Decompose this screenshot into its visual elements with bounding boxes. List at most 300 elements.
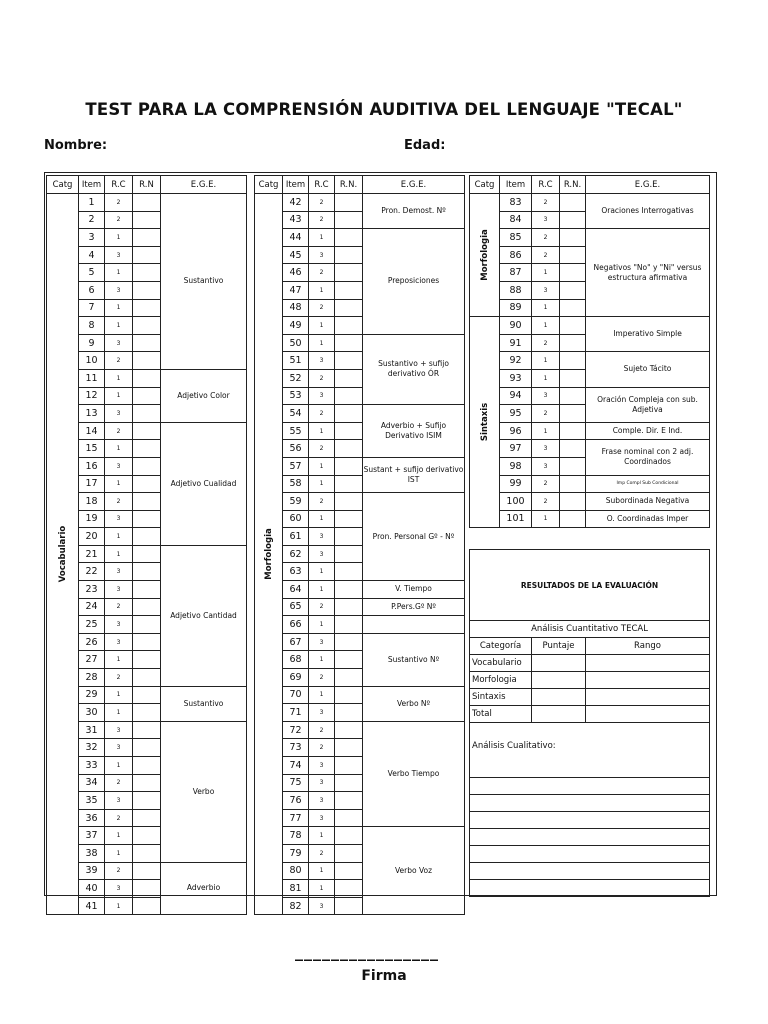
rn-answer-field[interactable] [133, 194, 161, 212]
correct-response: 2 [105, 493, 133, 511]
rn-answer-field[interactable] [133, 510, 161, 528]
item-number: 79 [283, 844, 309, 862]
rn-answer-field[interactable] [133, 528, 161, 546]
rn-answer-field[interactable] [560, 264, 586, 282]
correct-response: 3 [105, 563, 133, 581]
puntaje-field[interactable] [532, 689, 586, 706]
correct-response: 1 [532, 422, 560, 440]
correct-response: 1 [309, 475, 335, 493]
ege-structure: Adverbio [161, 862, 247, 915]
header-rc: R.C [532, 176, 560, 194]
ege-structure: Imperativo Simple [586, 317, 710, 352]
item-number: 92 [500, 352, 532, 370]
correct-response: 1 [309, 510, 335, 528]
correct-response: 2 [309, 493, 335, 511]
rn-answer-field[interactable] [560, 194, 586, 212]
rn-answer-field[interactable] [560, 493, 586, 511]
rn-answer-field[interactable] [560, 422, 586, 440]
item-number: 87 [500, 264, 532, 282]
rn-answer-field[interactable] [560, 475, 586, 493]
correct-response: 2 [532, 493, 560, 511]
header-item: Item [79, 176, 105, 194]
correct-response: 3 [105, 510, 133, 528]
correct-response: 3 [309, 387, 335, 405]
correct-response: 3 [105, 581, 133, 599]
rn-answer-field[interactable] [335, 880, 363, 898]
item-number: 38 [79, 844, 105, 862]
correct-response: 2 [105, 774, 133, 792]
item-number: 45 [283, 246, 309, 264]
correct-response: 1 [532, 299, 560, 317]
rn-answer-field[interactable] [133, 721, 161, 739]
item-number: 85 [500, 229, 532, 247]
items-table-sintaxis [469, 175, 710, 528]
ege-structure: Oración Compleja con sub. Adjetiva [586, 387, 710, 422]
correct-response: 3 [105, 721, 133, 739]
rn-answer-field[interactable] [335, 792, 363, 810]
ege-structure: O. Coordinadas Imper [586, 510, 710, 528]
item-number: 39 [79, 862, 105, 880]
rn-answer-field[interactable] [133, 317, 161, 335]
rn-answer-field[interactable] [335, 686, 363, 704]
header-rc: R.C [309, 176, 335, 194]
correct-response: 1 [309, 334, 335, 352]
qualitative-line[interactable] [470, 778, 710, 795]
item-number: 13 [79, 405, 105, 423]
correct-response: 2 [532, 334, 560, 352]
correct-response: 3 [532, 387, 560, 405]
ege-structure: P.Pers.Gº Nº [363, 598, 465, 616]
rn-answer-field[interactable] [133, 704, 161, 722]
item-row [255, 493, 465, 511]
rn-answer-field[interactable] [133, 352, 161, 370]
rn-answer-field[interactable] [335, 510, 363, 528]
rn-answer-field[interactable] [133, 405, 161, 423]
rn-answer-field[interactable] [335, 897, 363, 915]
rn-answer-field[interactable] [133, 299, 161, 317]
rn-answer-field[interactable] [133, 457, 161, 475]
item-number: 22 [79, 563, 105, 581]
correct-response: 1 [105, 475, 133, 493]
correct-response: 2 [105, 669, 133, 687]
item-number: 2 [79, 211, 105, 229]
correct-response: 1 [309, 686, 335, 704]
item-number: 37 [79, 827, 105, 845]
rn-answer-field[interactable] [133, 493, 161, 511]
ege-structure: V. Tiempo [363, 581, 465, 599]
item-row [470, 493, 710, 511]
correct-response: 3 [532, 211, 560, 229]
header-catg: Catg [470, 176, 500, 194]
item-number: 73 [283, 739, 309, 757]
rn-answer-field[interactable] [133, 246, 161, 264]
correct-response: 1 [532, 352, 560, 370]
item-number: 101 [500, 510, 532, 528]
correct-response: 2 [309, 211, 335, 229]
correct-response: 2 [309, 721, 335, 739]
item-number: 53 [283, 387, 309, 405]
correct-response: 3 [532, 440, 560, 458]
rn-answer-field[interactable] [133, 229, 161, 247]
item-row [255, 827, 465, 845]
item-number: 97 [500, 440, 532, 458]
rn-answer-field[interactable] [335, 334, 363, 352]
rn-answer-field[interactable] [560, 405, 586, 423]
rn-answer-field[interactable] [133, 581, 161, 599]
rn-answer-field[interactable] [133, 669, 161, 687]
qualitative-line[interactable] [470, 863, 710, 880]
header-rn: R.N [133, 176, 161, 194]
rn-answer-field[interactable] [335, 387, 363, 405]
rn-answer-field[interactable] [133, 880, 161, 898]
rn-answer-field[interactable] [133, 739, 161, 757]
rn-answer-field[interactable] [335, 757, 363, 775]
puntaje-field[interactable] [532, 672, 586, 689]
item-row [470, 352, 710, 370]
rn-answer-field[interactable] [133, 475, 161, 493]
qualitative-line[interactable] [470, 812, 710, 829]
results-row-label: Vocabulario [470, 655, 532, 672]
rango-field[interactable] [586, 706, 710, 723]
item-row [255, 721, 465, 739]
nombre-label: Nombre: [44, 138, 108, 153]
correct-response: 1 [309, 862, 335, 880]
item-number: 24 [79, 598, 105, 616]
ege-structure: Preposiciones [363, 229, 465, 335]
qualitative-line[interactable] [470, 829, 710, 846]
rn-answer-field[interactable] [335, 299, 363, 317]
item-number: 4 [79, 246, 105, 264]
item-number: 72 [283, 721, 309, 739]
header-rc: R.C [105, 176, 133, 194]
rn-answer-field[interactable] [335, 651, 363, 669]
ege-structure: Subordinada Negativa [586, 493, 710, 511]
rn-answer-field[interactable] [133, 792, 161, 810]
correct-response: 1 [309, 317, 335, 335]
item-number: 6 [79, 281, 105, 299]
correct-response: 3 [105, 616, 133, 634]
rn-answer-field[interactable] [335, 457, 363, 475]
correct-response: 3 [532, 457, 560, 475]
item-row [470, 317, 710, 335]
item-number: 75 [283, 774, 309, 792]
rn-answer-field[interactable] [133, 387, 161, 405]
rn-answer-field[interactable] [560, 334, 586, 352]
item-number: 54 [283, 405, 309, 423]
item-row [255, 581, 465, 599]
correct-response: 2 [532, 405, 560, 423]
item-number: 11 [79, 369, 105, 387]
correct-response: 1 [309, 581, 335, 599]
rn-answer-field[interactable] [560, 299, 586, 317]
item-row [470, 387, 710, 405]
rn-answer-field[interactable] [133, 809, 161, 827]
rn-answer-field[interactable] [560, 387, 586, 405]
correct-response: 3 [105, 281, 133, 299]
item-number: 40 [79, 880, 105, 898]
rn-answer-field[interactable] [335, 528, 363, 546]
rn-answer-field[interactable] [560, 229, 586, 247]
rn-answer-field[interactable] [335, 422, 363, 440]
item-number: 7 [79, 299, 105, 317]
correct-response: 3 [309, 774, 335, 792]
rango-field[interactable] [586, 689, 710, 706]
rn-answer-field[interactable] [560, 352, 586, 370]
rn-answer-field[interactable] [133, 686, 161, 704]
item-number: 62 [283, 545, 309, 563]
rango-field[interactable] [586, 672, 710, 689]
rn-answer-field[interactable] [335, 281, 363, 299]
rn-answer-field[interactable] [335, 721, 363, 739]
ege-structure: Verbo Voz [363, 827, 465, 915]
item-number: 74 [283, 757, 309, 775]
item-number: 31 [79, 721, 105, 739]
ege-structure: Sustantivo [161, 194, 247, 370]
item-row [470, 510, 710, 528]
rn-answer-field[interactable] [335, 211, 363, 229]
correct-response: 1 [105, 897, 133, 915]
correct-response: 3 [105, 405, 133, 423]
signature-label: Firma [361, 968, 407, 984]
category-cell [47, 194, 79, 915]
rn-answer-field[interactable] [133, 211, 161, 229]
correct-response: 1 [309, 281, 335, 299]
item-row [255, 598, 465, 616]
correct-response: 1 [309, 563, 335, 581]
item-number: 80 [283, 862, 309, 880]
rn-answer-field[interactable] [335, 229, 363, 247]
item-number: 29 [79, 686, 105, 704]
ege-structure: Adjetivo Cualidad [161, 422, 247, 545]
item-number: 5 [79, 264, 105, 282]
item-number: 34 [79, 774, 105, 792]
item-number: 14 [79, 422, 105, 440]
correct-response: 3 [309, 545, 335, 563]
rn-answer-field[interactable] [133, 369, 161, 387]
item-number: 89 [500, 299, 532, 317]
rn-answer-field[interactable] [560, 510, 586, 528]
rn-answer-field[interactable] [133, 844, 161, 862]
item-number: 30 [79, 704, 105, 722]
correct-response: 2 [309, 739, 335, 757]
item-row [470, 422, 710, 440]
item-number: 65 [283, 598, 309, 616]
correct-response: 1 [105, 704, 133, 722]
puntaje-field[interactable] [532, 706, 586, 723]
correct-response: 1 [105, 545, 133, 563]
results-col-rango: Rango [586, 638, 710, 655]
item-number: 20 [79, 528, 105, 546]
item-number: 99 [500, 475, 532, 493]
rn-answer-field[interactable] [335, 809, 363, 827]
rn-answer-field[interactable] [335, 194, 363, 212]
correct-response: 2 [105, 422, 133, 440]
correct-response: 2 [105, 194, 133, 212]
rn-answer-field[interactable] [335, 616, 363, 634]
rn-answer-field[interactable] [133, 422, 161, 440]
ege-structure: Imp Compl Sub Condicional [586, 475, 710, 493]
correct-response: 1 [105, 651, 133, 669]
correct-response: 2 [309, 405, 335, 423]
item-number: 25 [79, 616, 105, 634]
item-number: 71 [283, 704, 309, 722]
correct-response: 3 [309, 809, 335, 827]
rn-answer-field[interactable] [335, 827, 363, 845]
rn-answer-field[interactable] [335, 669, 363, 687]
correct-response: 2 [105, 211, 133, 229]
rn-answer-field[interactable] [335, 352, 363, 370]
correct-response: 1 [532, 510, 560, 528]
correct-response: 3 [105, 246, 133, 264]
category-label: Sintaxis [479, 403, 490, 442]
ege-structure: Sustant + sufijo derivativo IST [363, 457, 465, 492]
correct-response: 2 [105, 862, 133, 880]
correct-response: 1 [309, 651, 335, 669]
rn-answer-field[interactable] [560, 440, 586, 458]
rn-answer-field[interactable] [335, 405, 363, 423]
rn-answer-field[interactable] [335, 545, 363, 563]
item-number: 77 [283, 809, 309, 827]
ege-structure: Sujeto Tácito [586, 352, 710, 387]
correct-response: 1 [532, 369, 560, 387]
item-number: 41 [79, 897, 105, 915]
rn-answer-field[interactable] [133, 563, 161, 581]
item-number: 76 [283, 792, 309, 810]
rn-answer-field[interactable] [335, 264, 363, 282]
rn-answer-field[interactable] [335, 739, 363, 757]
rn-answer-field[interactable] [133, 757, 161, 775]
correct-response: 3 [105, 880, 133, 898]
item-number: 43 [283, 211, 309, 229]
correct-response: 2 [309, 194, 335, 212]
item-row [255, 633, 465, 651]
item-number: 67 [283, 633, 309, 651]
results-row-label: Sintaxis [470, 689, 532, 706]
correct-response: 1 [105, 827, 133, 845]
rn-answer-field[interactable] [560, 211, 586, 229]
rn-answer-field[interactable] [335, 598, 363, 616]
item-number: 15 [79, 440, 105, 458]
edad-label: Edad: [404, 138, 446, 153]
rn-answer-field[interactable] [133, 633, 161, 651]
rn-answer-field[interactable] [335, 633, 363, 651]
rn-answer-field[interactable] [133, 774, 161, 792]
item-number: 21 [79, 545, 105, 563]
rn-answer-field[interactable] [133, 598, 161, 616]
correct-response: 1 [105, 264, 133, 282]
results-col-categoria: Categoría [470, 638, 532, 655]
correct-response: 2 [532, 246, 560, 264]
item-row [470, 194, 710, 212]
rn-answer-field[interactable] [133, 545, 161, 563]
rn-answer-field[interactable] [133, 651, 161, 669]
ege-structure: Pron. Personal Gº - Nº [363, 493, 465, 581]
rango-field[interactable] [586, 655, 710, 672]
puntaje-field[interactable] [532, 655, 586, 672]
correct-response: 3 [105, 739, 133, 757]
rn-answer-field[interactable] [335, 581, 363, 599]
signature-line: ________________ [295, 942, 439, 961]
results-table [469, 549, 710, 897]
rn-answer-field[interactable] [335, 774, 363, 792]
item-number: 84 [500, 211, 532, 229]
rn-answer-field[interactable] [335, 246, 363, 264]
rn-answer-field[interactable] [560, 369, 586, 387]
item-number: 18 [79, 493, 105, 511]
correct-response: 2 [309, 669, 335, 687]
item-row [255, 229, 465, 247]
rn-answer-field[interactable] [335, 475, 363, 493]
correct-response: 1 [105, 686, 133, 704]
rn-answer-field[interactable] [133, 264, 161, 282]
item-number: 60 [283, 510, 309, 528]
correct-response: 3 [309, 352, 335, 370]
rn-answer-field[interactable] [335, 369, 363, 387]
rn-answer-field[interactable] [560, 281, 586, 299]
rn-answer-field[interactable] [335, 704, 363, 722]
rn-answer-field[interactable] [133, 862, 161, 880]
category-label: Morfologia [263, 528, 274, 580]
item-number: 27 [79, 651, 105, 669]
category-cell [255, 194, 283, 915]
ege-structure: Pron. Demost. Nº [363, 194, 465, 229]
item-number: 70 [283, 686, 309, 704]
qualitative-line[interactable] [470, 795, 710, 812]
correct-response: 1 [105, 317, 133, 335]
item-number: 63 [283, 563, 309, 581]
rn-answer-field[interactable] [133, 827, 161, 845]
correct-response: 2 [309, 440, 335, 458]
items-table-vocabulario [46, 175, 247, 915]
category-label: Morfologia [479, 229, 490, 281]
rn-answer-field[interactable] [335, 563, 363, 581]
qualitative-line[interactable] [470, 846, 710, 863]
correct-response: 1 [105, 369, 133, 387]
rn-answer-field[interactable] [335, 844, 363, 862]
rn-answer-field[interactable] [335, 440, 363, 458]
rn-answer-field[interactable] [133, 440, 161, 458]
qualitative-line[interactable] [470, 880, 710, 897]
item-number: 16 [79, 457, 105, 475]
item-number: 78 [283, 827, 309, 845]
rn-answer-field[interactable] [133, 281, 161, 299]
qualitative-label: Análisis Cualitativo: [470, 723, 710, 778]
correct-response: 3 [309, 757, 335, 775]
rn-answer-field[interactable] [560, 457, 586, 475]
ege-structure: Verbo Tiempo [363, 721, 465, 827]
item-row [255, 334, 465, 352]
rn-answer-field[interactable] [335, 862, 363, 880]
rn-answer-field[interactable] [133, 897, 161, 915]
item-number: 91 [500, 334, 532, 352]
item-number: 59 [283, 493, 309, 511]
correct-response: 3 [105, 792, 133, 810]
correct-response: 1 [309, 827, 335, 845]
rn-answer-field[interactable] [335, 317, 363, 335]
item-number: 50 [283, 334, 309, 352]
correct-response: 2 [105, 809, 133, 827]
rn-answer-field[interactable] [133, 616, 161, 634]
rn-answer-field[interactable] [335, 493, 363, 511]
rn-answer-field[interactable] [133, 334, 161, 352]
item-number: 23 [79, 581, 105, 599]
rn-answer-field[interactable] [560, 246, 586, 264]
rn-answer-field[interactable] [560, 317, 586, 335]
correct-response: 3 [309, 633, 335, 651]
item-number: 96 [500, 422, 532, 440]
category-label: Vocabulario [57, 525, 68, 583]
correct-response: 1 [532, 317, 560, 335]
